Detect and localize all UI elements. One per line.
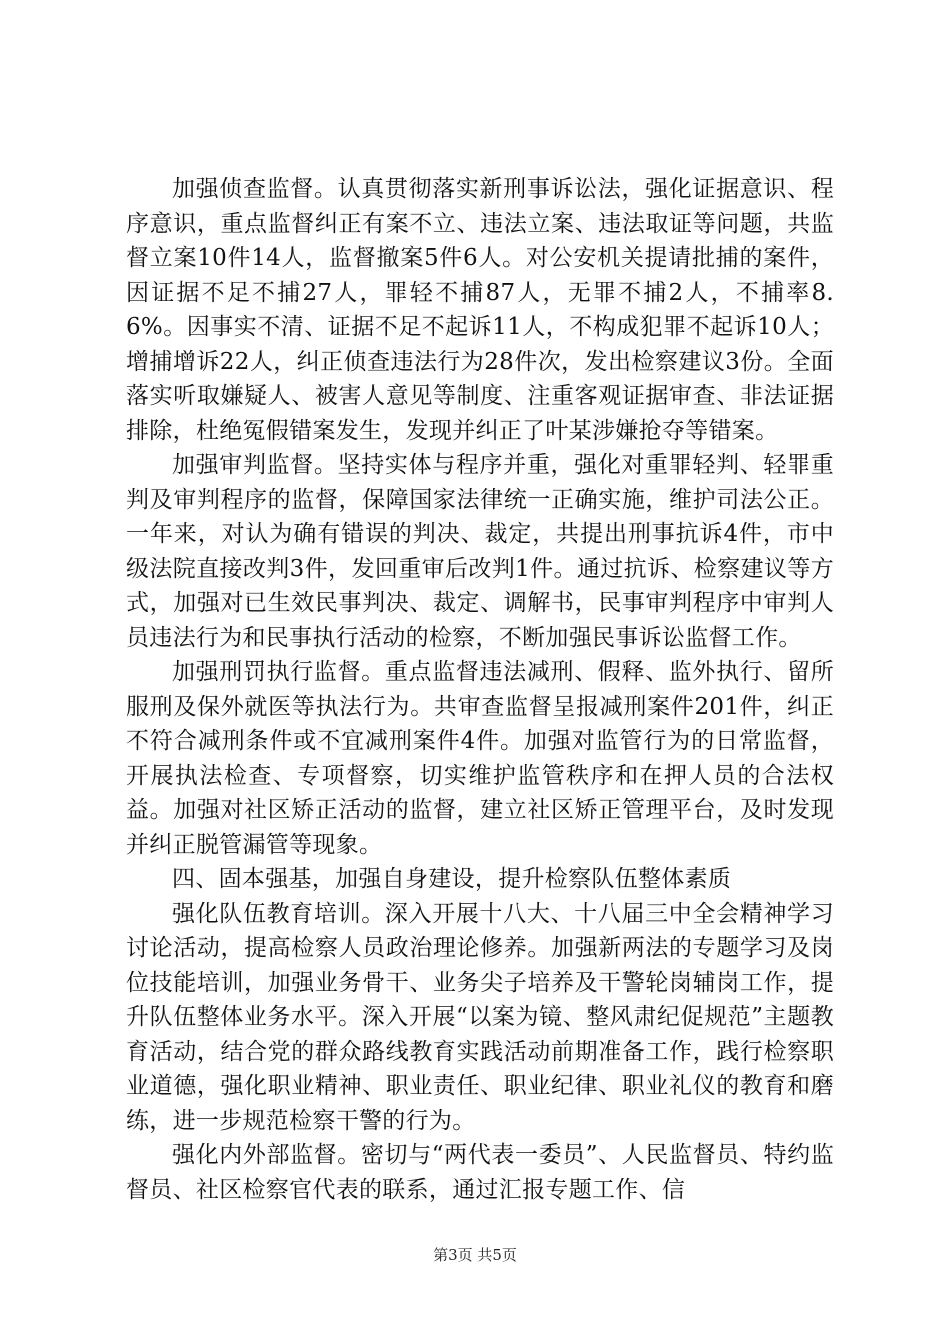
page-footer: 第3页 共5页 [433, 1246, 517, 1264]
paragraph-penalty-execution-supervision: 加强刑罚执行监督。重点监督违法减刑、假释、监外执行、留所服刑及保外就医等执法行为。共审查监督呈报减刑案件201件，纠正不符合减刑条件或不宜减刑案件4件。加强对监管行为的日常监督，开展执法检查、专项督察，切实维护监管秩序和在押人员的合法权益。加强对社区矫正活动的监督，建立社区矫正管理平台，及时发现并纠正脱管漏管等现象。 [126, 659, 834, 858]
document-body [126, 172, 834, 1207]
paragraph-investigation-supervision: 加强侦查监督。认真贯彻落实新刑事诉讼法，强化证据意识、程序意识，重点监督纠正有案不立、违法立案、违法取证等问题，共监督立案10件14人，监督撤案5件6人。对公安机关提请批捕的案件，因证据不足不捕27人，罪轻不捕87人，无罪不捕2人，不捕率8.6%。因事实不清、证据不足不起诉11人，不构成犯罪不起诉10人；增捕增诉22人，纠正侦查违法行为28件次，发出检察建议3份。全面落实听取嫌疑人、被害人意见等制度、注重客观证据审查、非法证据排除，杜绝冤假错案发生，发现并纠正了叶某涉嫌抢夺等错案。 [126, 176, 834, 444]
paragraph-internal-external-supervision: 强化内外部监督。密切与“两代表一委员”、人民监督员、特约监督员、社区检察官代表的联系，通过汇报专题工作、信 [126, 1142, 834, 1203]
paragraph-team-training: 强化队伍教育培训。深入开展十八大、十八届三中全会精神学习讨论活动，提高检察人员政治理论修养。加强新两法的专题学习及岗位技能培训，加强业务骨干、业务尖子培养及干警轮岗辅岗工作，提升队伍整体业务水平。深入开展“以案为镜、整风肃纪促规范”主题教育活动，结合党的群众路线教育实践活动前期准备工作，践行检察职业道德，强化职业精神、职业责任、职业纪律、职业礼仪的教育和磨练，进一步规范检察干警的行为。 [126, 900, 834, 1134]
paragraph-trial-supervision: 加强审判监督。坚持实体与程序并重，强化对重罪轻判、轻罪重判及审判程序的监督，保障国家法律统一正确实施，维护司法公正。一年来，对认为确有错误的判决、裁定，共提出刑事抗诉4件，市中级法院直接改判3件，发回重审后改判1件。通过抗诉、检察建议等方式，加强对已生效民事判决、裁定、调解书，民事审判程序中审判人员违法行为和民事执行活动的检察，不断加强民事诉讼监督工作。 [126, 452, 834, 651]
section-heading-four: 四、固本强基，加强自身建设，提升检察队伍整体素质 [172, 866, 732, 892]
